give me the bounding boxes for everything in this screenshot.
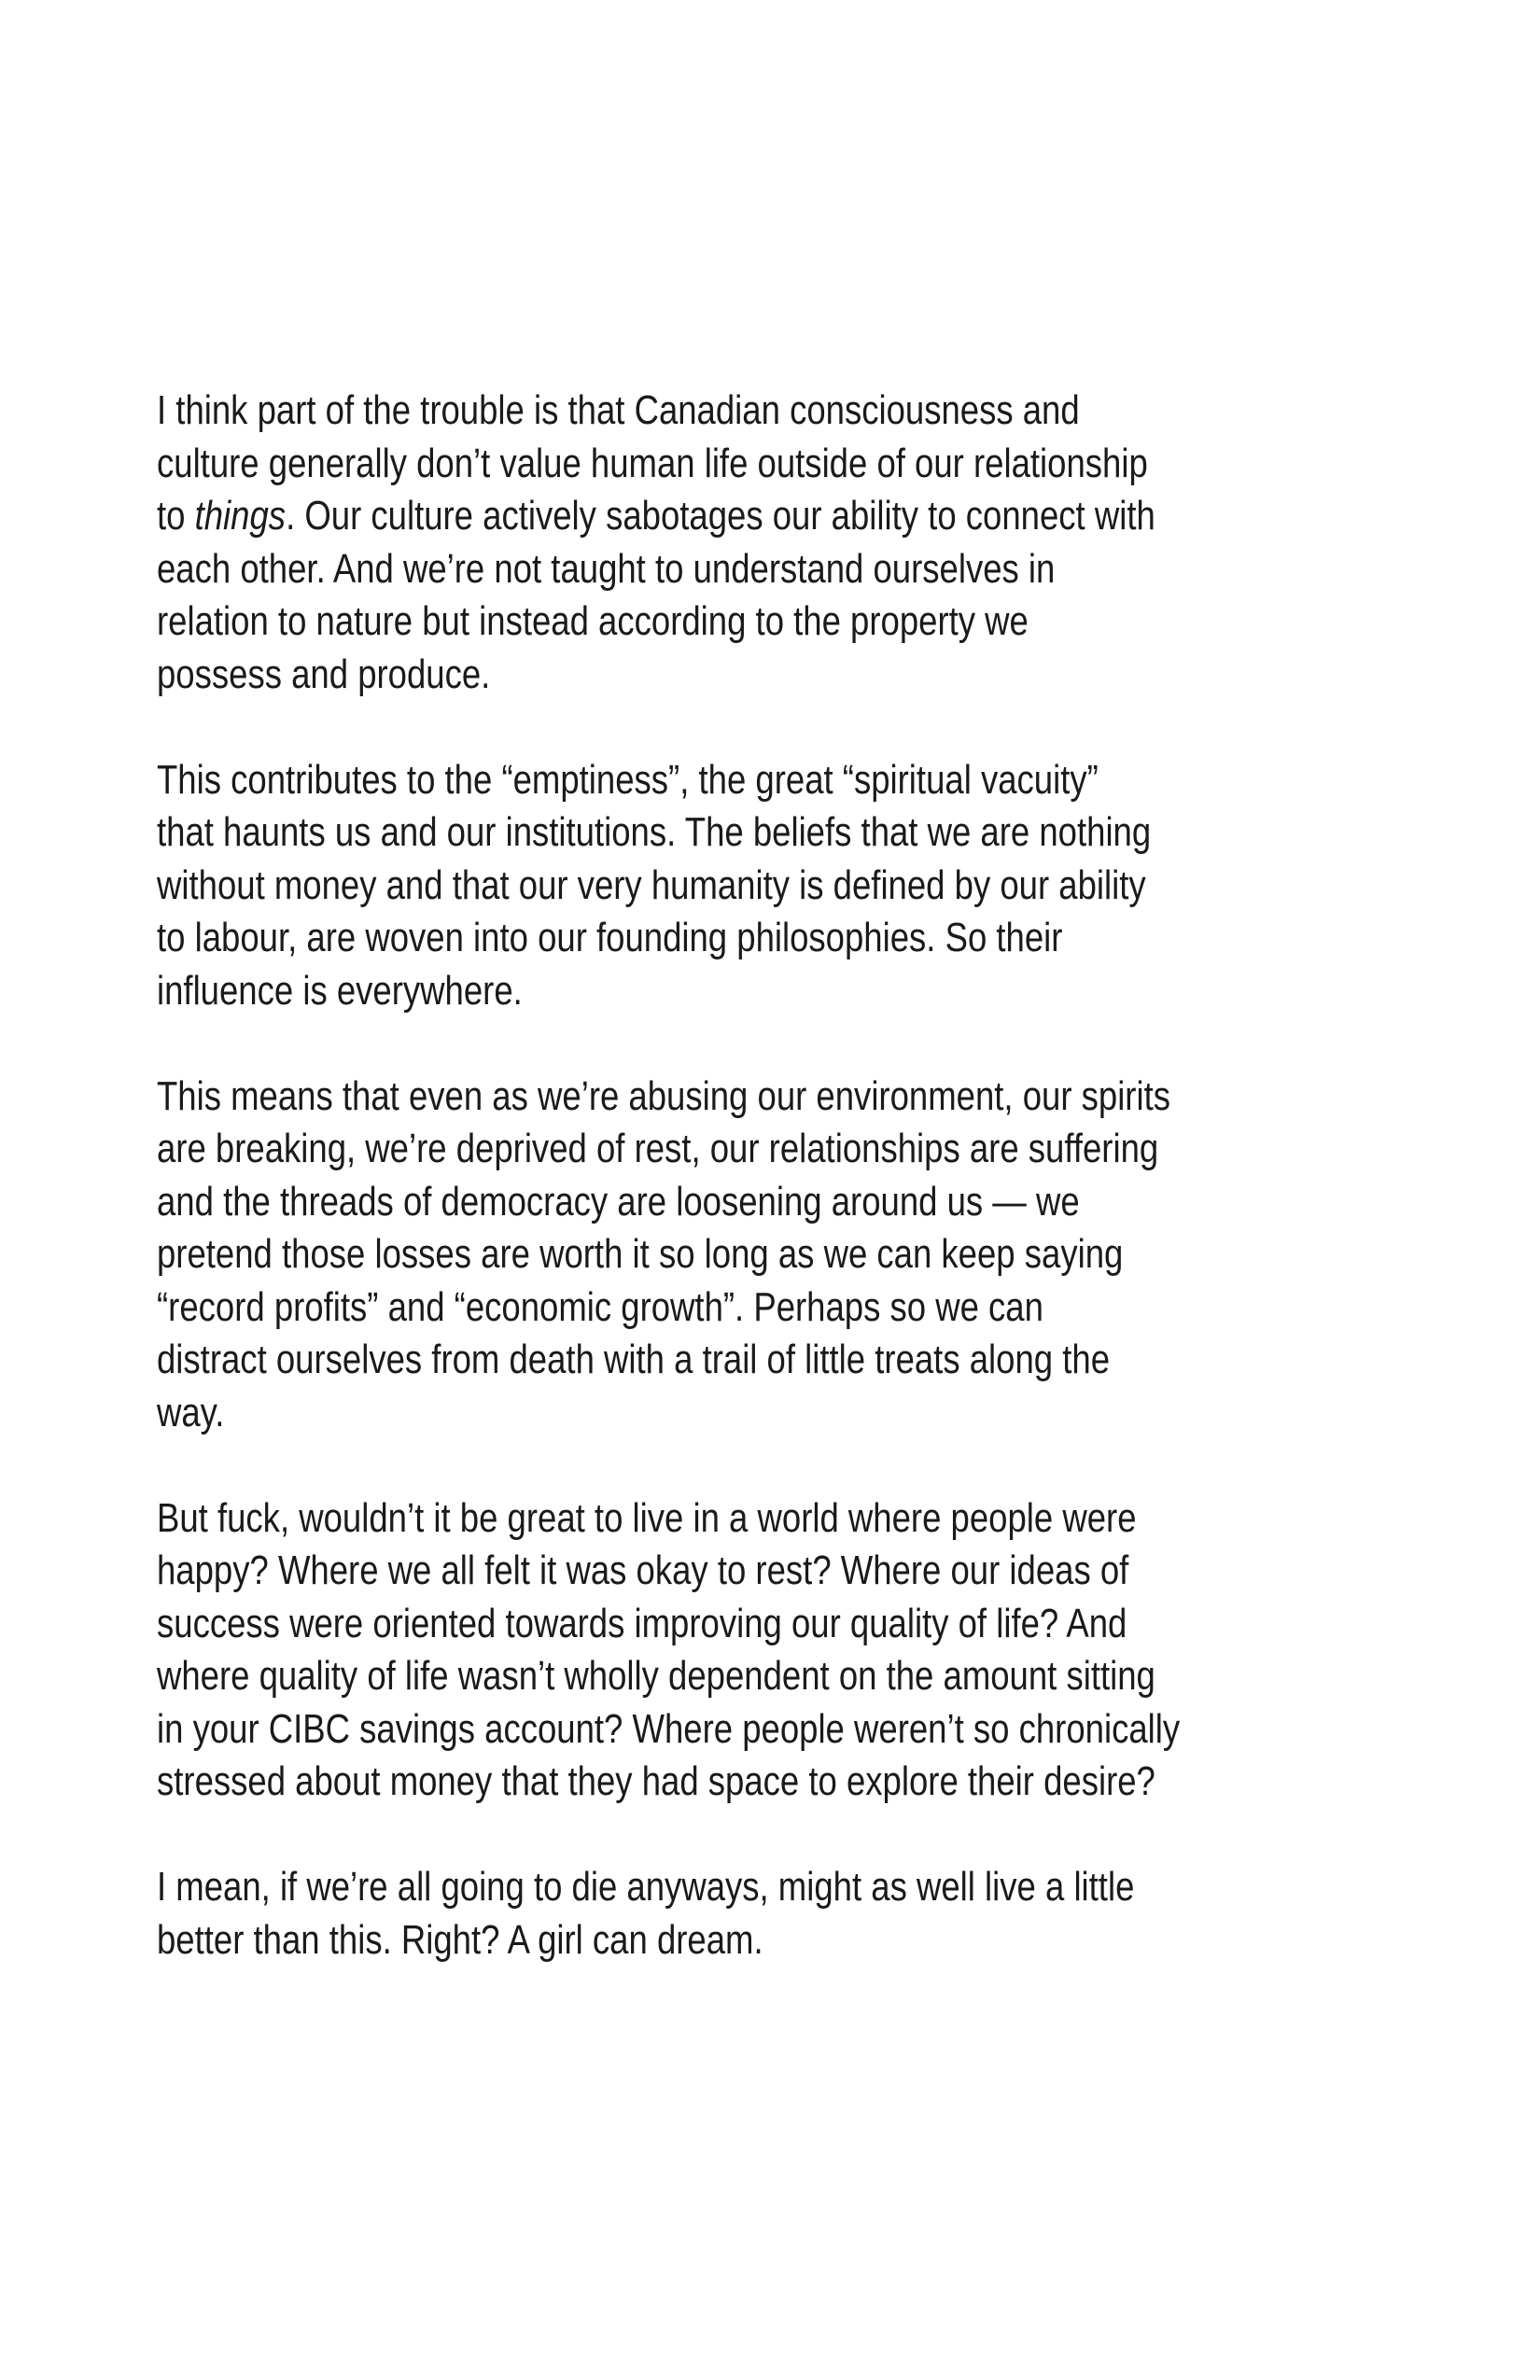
text-line: relation to nature but instead according to the property we [157,598,1029,644]
text-line: better than this. Right? A girl can dream. [157,1916,763,1963]
text-line: stressed about money that they had space to explore their desire? [157,1758,1155,1804]
text-line: where quality of life wasn’t wholly dependent on the amount sitting [157,1653,1155,1699]
paragraph-1 [157,385,1396,701]
text-line: I think part of the trouble is that Canadian consciousness and [157,387,1080,433]
text-line: each other. And we’re not taught to understand ourselves in [157,545,1056,592]
text-line: I mean, if we’re all going to die anyways, might as well live a little [157,1864,1135,1910]
text-fragment: . Our culture actively sabotages our ability to connect with [286,493,1155,539]
text-line: that haunts us and our institutions. The beliefs that we are nothing [157,809,1152,855]
text-line-with-emphasis [157,490,1396,543]
text-line: This means that even as we’re abusing our environment, our spirits [157,1072,1170,1119]
text-line: happy? Where we all felt it was okay to rest? Where our ideas of [157,1547,1129,1593]
text-line: “record profits” and “economic growth”. Perhaps so we can [157,1283,1043,1330]
text-line: in your CIBC savings account? Where people weren’t so chronically [157,1705,1181,1752]
text-line: pretend those losses are worth it so long as we can keep saying [157,1231,1124,1277]
text-fragment: to [157,493,195,539]
paragraph-3 [157,1071,1396,1440]
text-line: distract ourselves from death with a trail of little treats along the [157,1337,1111,1382]
paragraph-5 [157,1861,1396,1967]
paragraph-4 [157,1492,1396,1809]
essay-text [157,385,1396,2020]
text-line: success were oriented towards improving our quality of life? And [157,1600,1127,1646]
text-line: are breaking, we’re deprived of rest, our relationships are suffering [157,1126,1159,1171]
text-line: way. [157,1389,225,1435]
text-line: culture generally don’t value human life outside of our relationship [157,440,1148,486]
text-line: to labour, are woven into our founding philosophies. So their [157,915,1063,960]
text-line: possess and produce. [157,651,491,697]
emphasized-word: things [194,493,287,539]
text-line: But fuck, wouldn’t it be great to live in a world where people were [157,1494,1137,1541]
text-line: without money and that our very humanity is defined by our ability [157,861,1146,908]
paragraph-2 [157,754,1396,1018]
text-line: This contributes to the “emptiness”, the great “spiritual vacuity” [157,756,1099,803]
text-line: and the threads of democracy are loosening around us — we [157,1178,1080,1225]
text-line: influence is everywhere. [157,967,523,1014]
